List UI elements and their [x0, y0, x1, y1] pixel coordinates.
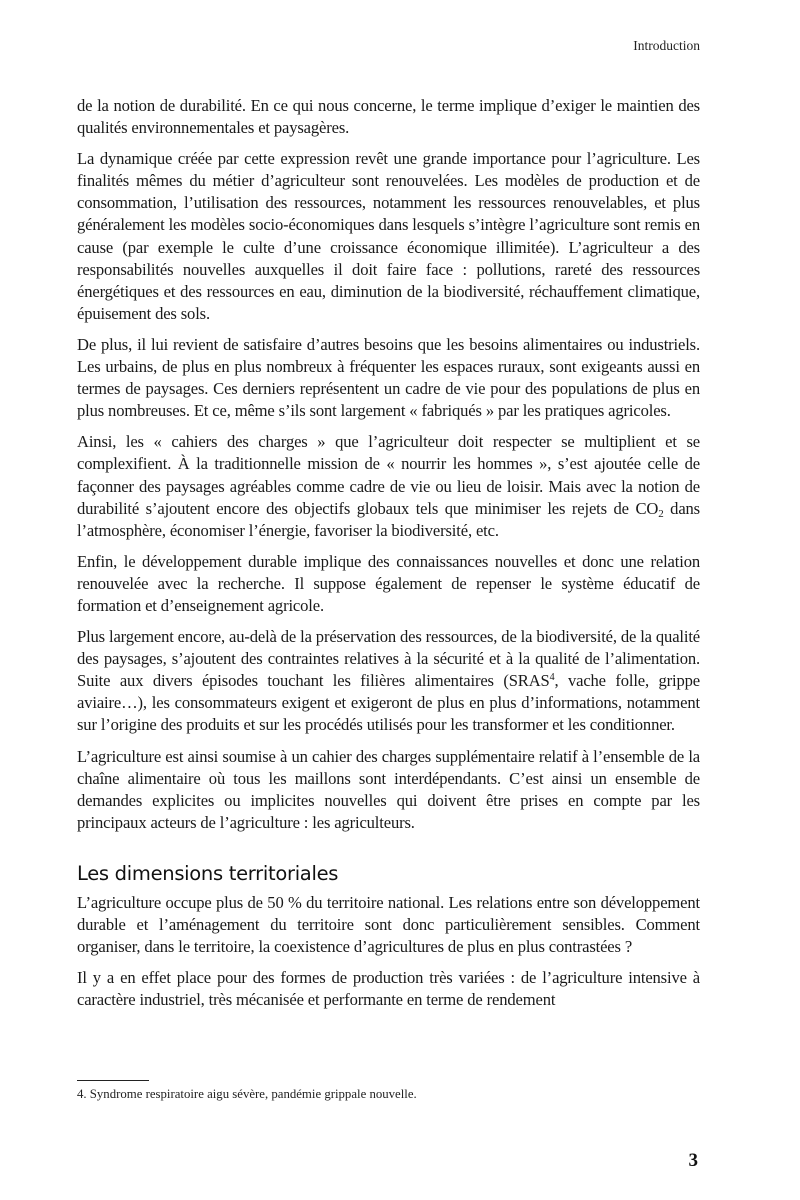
paragraph: De plus, il lui revient de satisfaire d’autres besoins que les besoins alimentaires ou industriels. Les urbains, de plus en plus nombreux à fréquenter les espaces ruraux, sont exigeants aussi en termes de paysages. Ces derniers représentent un cadre de vie pour des populations de plus en plus nombreuses. Et ce, même s’ils sont largement « fabriqués » par les pratiques agricoles.	[77, 334, 700, 421]
paragraph: Il y a en effet place pour des formes de production très variées : de l’agriculture intensive à caractère industriel, très mécanisée et performante en terme de rendement	[77, 968, 700, 1010]
section-heading: Les dimensions territoriales	[77, 861, 339, 885]
paragraph-sras	[77, 626, 700, 736]
subscript: 2	[658, 507, 664, 520]
book-page	[77, 0, 700, 1200]
paragraph-co2	[77, 431, 700, 541]
paragraph: de la notion de durabilité. En ce qui nous concerne, le terme implique d’exiger le maintien des qualités environnementales et paysagères.	[77, 96, 700, 138]
footnote-reference[interactable]: 4	[549, 672, 555, 684]
text: , vache folle, grippe aviaire…), les consommateurs exigent et exigeront de plus en plus d’informations, notamment sur l’origine des produits et sur les procédés utilisés pour les transformer et les conditionner.	[77, 671, 700, 735]
footnote: 4. Syndrome respiratoire aigu sévère, pandémie grippale nouvelle.	[77, 1087, 417, 1101]
body-text	[77, 95, 700, 1020]
running-head: Introduction	[633, 38, 700, 53]
text: dans l’atmosphère, économiser l’énergie, favoriser la biodiversité, etc.	[77, 498, 700, 540]
page-number: 3	[688, 1150, 698, 1171]
text: Ainsi, les « cahiers des charges » que l’agriculteur doit respecter se multiplient et se complexifient. À la traditionnelle mission de « nourrir les hommes », s’est ajoutée celle de façonner des paysages agréables comme cadre de vie ou lieu de loisir. Mais avec la notion de durabilité s’ajoutent encore des objectifs globaux tels que minimiser les rejets de CO	[77, 432, 700, 518]
paragraph: L’agriculture occupe plus de 50 % du territoire national. Les relations entre son développement durable et l’aménagement du territoire sont donc particulièrement sensibles. Comment organiser, dans le territoire, la coexistence d’agricultures de plus en plus contrastées ?	[77, 892, 700, 957]
footnote-divider	[77, 1080, 149, 1081]
paragraph: La dynamique créée par cette expression revêt une grande importance pour l’agriculture. Les finalités mêmes du métier d’agriculteur sont renouvelées. Les modèles de production et de consommation, l’utilisation des ressources, notamment les ressources renouvelables, et plus généralement les modèles socio-économiques dans lesquels s’intègre l’agriculture sont remis en cause (par exemple le culte d’une croissance économique illimitée). L’agriculteur a des responsabilités nouvelles auxquelles il doit faire face : pollutions, rareté des ressources énergétiques et des ressources en eau, diminution de la biodiversité, réchauffement climatique, épuisement des sols.	[77, 149, 700, 323]
text: Plus largement encore, au-delà de la préservation des ressources, de la biodiversité, de la qualité des paysages, s’ajoutent des contraintes relatives à la sécurité et à la qualité de l’alimentation. Suite aux divers épisodes touchant les filières alimentaires (SRAS	[77, 627, 701, 691]
paragraph: Enfin, le développement durable implique des connaissances nouvelles et donc une relation renouvelée avec la recherche. Il suppose également de repenser le système éducatif de formation et d’enseignement agricole.	[77, 551, 700, 615]
paragraph: L’agriculture est ainsi soumise à un cahier des charges supplémentaire relatif à l’ensemble de la chaîne alimentaire où tous les maillons sont interdépendants. C’est ainsi un ensemble de demandes explicites ou implicites nouvelles qui doivent être prises en compte par les principaux acteurs de l’agriculture : les agriculteurs.	[77, 746, 700, 832]
